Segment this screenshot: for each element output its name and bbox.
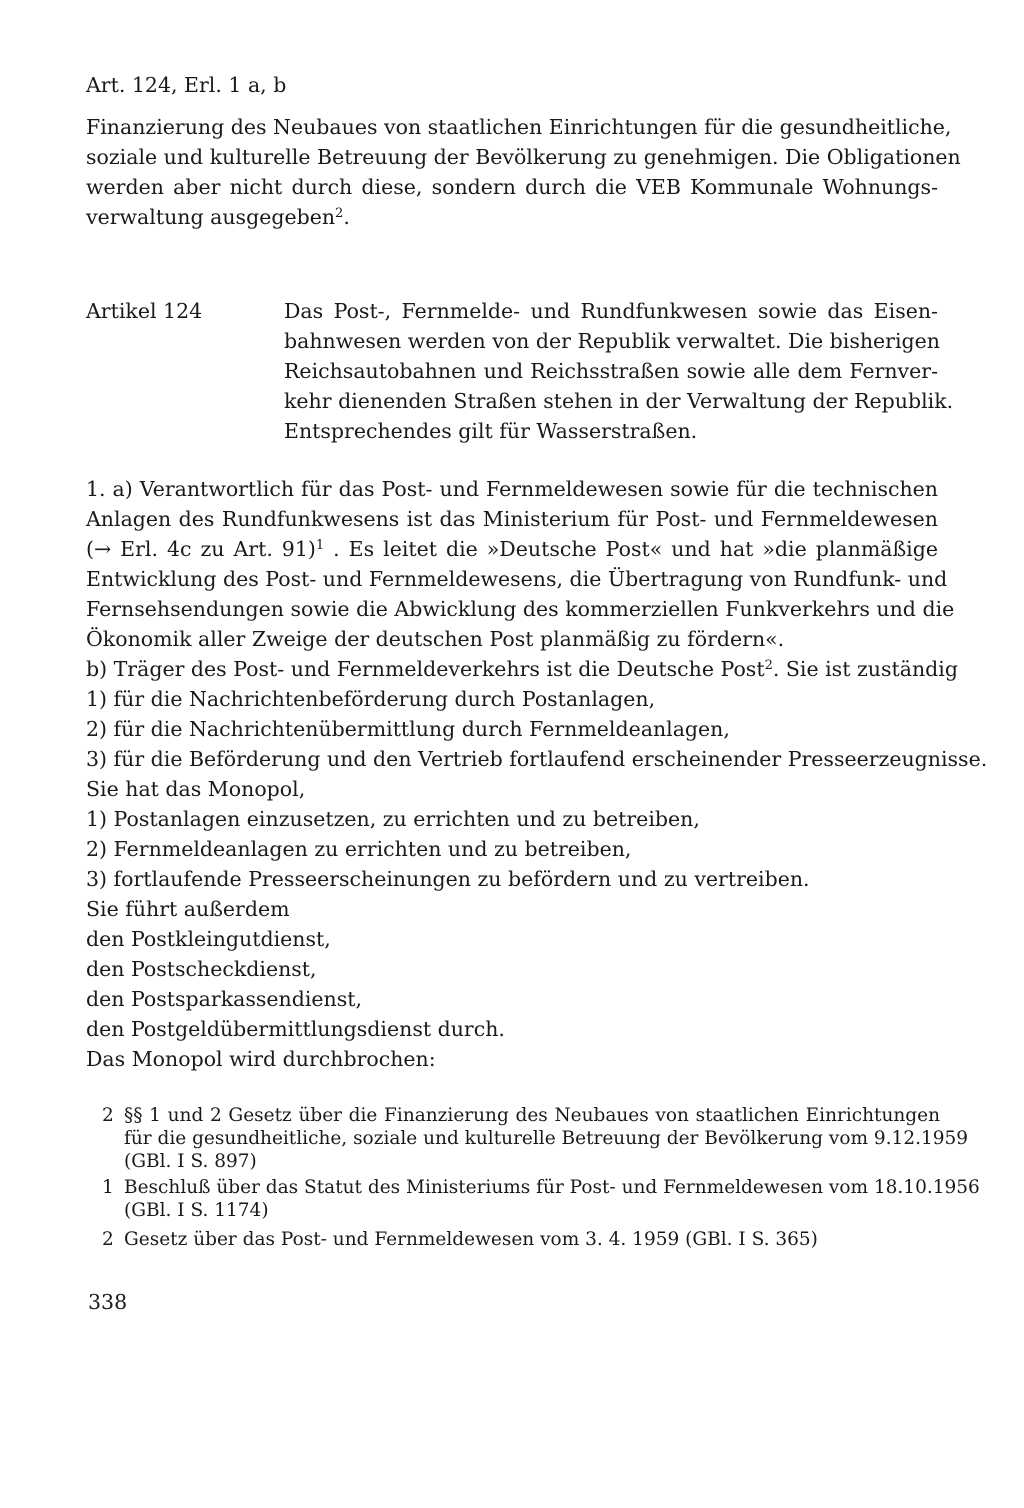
- footnote-number: 2: [102, 1105, 114, 1126]
- list-item: 3) fortlaufende Presseerscheinungen zu befördern und zu vertreiben.: [86, 867, 810, 891]
- text-fragment: . Es leitet die »Deutsche Post« und hat »die planmäßige: [333, 537, 938, 561]
- list-item: den Postgeldübermittlungsdienst durch.: [86, 1017, 505, 1041]
- commentary-para-b: [86, 654, 988, 1074]
- text-line: Ökonomik aller Zweige der deutschen Post planmäßig zu fördern«.: [86, 627, 785, 651]
- text-line: Entwicklung des Post- und Fernmeldewesens, die Übertragung von Rundfunk- und: [86, 567, 948, 591]
- footnote-line: (GBl. I S. 1174): [124, 1200, 269, 1221]
- list-item: den Postsparkassendienst,: [86, 987, 363, 1011]
- text-line: Finanzierung des Neubaues von staatlichen Einrichtungen für die gesundheitliche,: [86, 115, 952, 139]
- continuation-paragraph: [86, 112, 961, 232]
- text-line: Fernsehsendungen sowie die Abwicklung des kommerziellen Funkverkehrs und die: [86, 597, 955, 621]
- text-line: 1. a) Verantwortlich für das Post- und Fernmeldewesen sowie für die technischen: [86, 477, 938, 501]
- footnote-line: für die gesundheitliche, soziale und kulturelle Betreuung der Bevölkerung vom 9.12.1959: [124, 1128, 969, 1149]
- list-item: 1) für die Nachrichtenbeförderung durch Postanlagen,: [86, 687, 656, 711]
- text-fragment: [86, 537, 324, 561]
- article-text: [284, 296, 954, 446]
- text-fragment: .: [343, 205, 350, 229]
- footnote-ref: 2: [335, 206, 344, 221]
- text-line: Das Monopol wird durchbrochen:: [86, 1047, 436, 1071]
- commentary-para-a: [86, 474, 955, 654]
- footnote-line: Gesetz über das Post- und Fernmeldewesen vom 3. 4. 1959 (GBl. I S. 365): [124, 1229, 818, 1250]
- footnote-ref: 1: [315, 538, 325, 553]
- footnote-ref: 2: [764, 658, 773, 673]
- text-fragment: verwaltung ausgegeben: [86, 205, 336, 229]
- footnote: [102, 1228, 940, 1251]
- text-line: Das Post-, Fernmelde- und Rundfunkwesen sowie das Eisen-: [284, 299, 938, 323]
- text-line: kehr dienenden Straßen stehen in der Verwaltung der Republik.: [284, 389, 954, 413]
- list-item: den Postkleingutdienst,: [86, 927, 331, 951]
- footnote: [102, 1176, 980, 1222]
- text-fragment: b) Träger des Post- und Fernmeldeverkehrs ist die Deutsche Post: [86, 657, 765, 681]
- text-fragment: . Sie ist zuständig: [772, 657, 958, 681]
- text-line: Anlagen des Rundfunkwesens ist das Ministerium für Post- und Fernmeldewesen: [86, 507, 938, 531]
- article-label: Artikel 124: [86, 299, 203, 323]
- list-item: 3) für die Beförderung und den Vertrieb fortlaufend erscheinender Presseerzeugnisse.: [86, 747, 988, 771]
- footnote-line: Beschluß über das Statut des Ministeriums für Post- und Fernmeldewesen vom 18.10.1956: [124, 1177, 980, 1198]
- text-line: Sie führt außerdem: [86, 897, 290, 921]
- text-line: soziale und kulturelle Betreuung der Bevölkerung zu genehmigen. Die Obligationen: [86, 145, 961, 169]
- footnote-number: 1: [102, 1177, 114, 1198]
- text-line: Sie hat das Monopol,: [86, 777, 306, 801]
- text-fragment: (→ Erl. 4c zu Art. 91): [86, 537, 316, 561]
- text-line: Entsprechendes gilt für Wasserstraßen.: [284, 419, 698, 443]
- text-line: [86, 654, 958, 684]
- text-line: bahnwesen werden von der Republik verwaltet. Die bisherigen: [284, 329, 940, 353]
- page-number: 338: [88, 1290, 128, 1314]
- running-head: Art. 124, Erl. 1 a, b: [86, 73, 287, 97]
- footnote-line: (GBl. I S. 897): [124, 1151, 257, 1172]
- list-item: den Postscheckdienst,: [86, 957, 317, 981]
- footnote: [102, 1104, 969, 1173]
- text-line: werden aber nicht durch diese, sondern durch die VEB Kommunale Wohnungs-: [86, 175, 938, 199]
- list-item: 2) für die Nachrichtenübermittlung durch Fernmeldeanlagen,: [86, 717, 730, 741]
- text-line: [86, 202, 938, 232]
- footnote-number: 2: [102, 1229, 114, 1250]
- text-line: Reichsautobahnen und Reichsstraßen sowie alle dem Fernver-: [284, 359, 938, 383]
- list-item: 2) Fernmeldeanlagen zu errichten und zu betreiben,: [86, 837, 632, 861]
- text-line: [86, 534, 938, 564]
- list-item: 1) Postanlagen einzusetzen, zu errichten und zu betreiben,: [86, 807, 700, 831]
- footnote-line: §§ 1 und 2 Gesetz über die Finanzierung des Neubaues von staatlichen Einrichtungen: [124, 1105, 940, 1126]
